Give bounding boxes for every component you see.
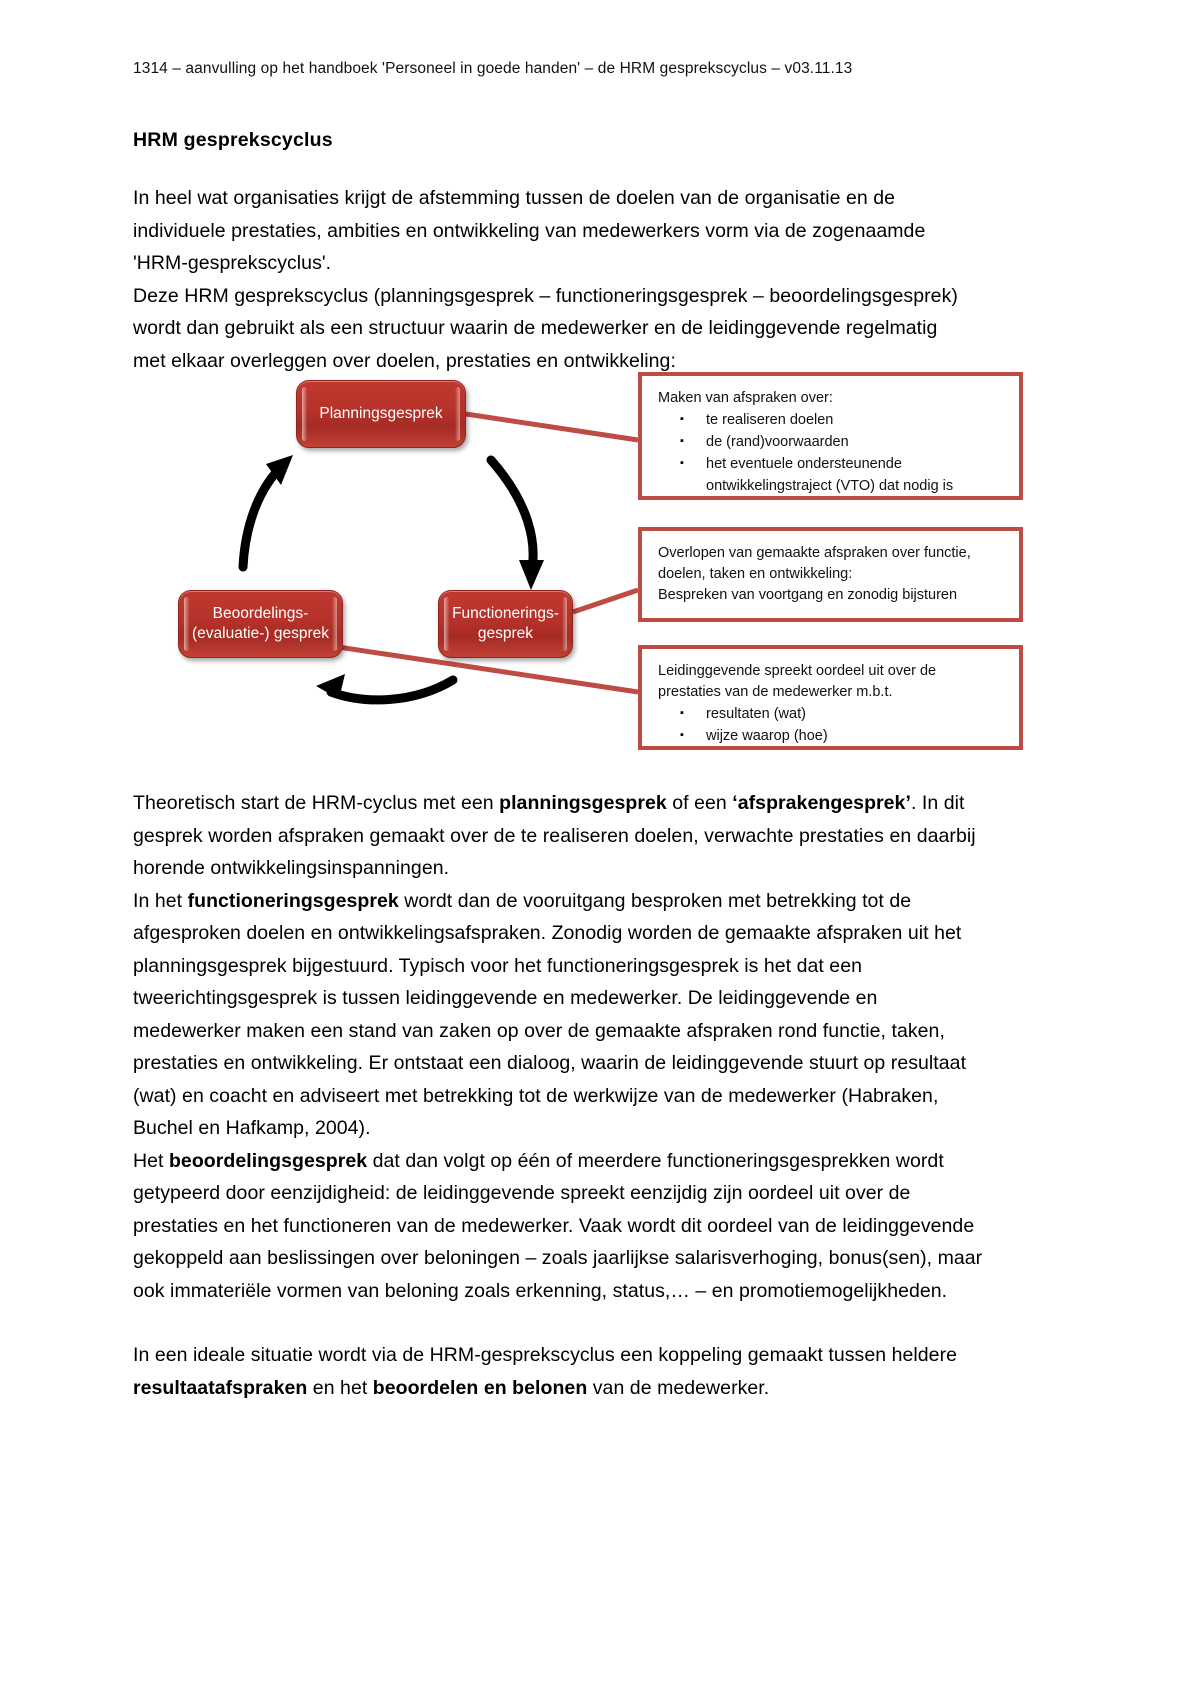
- intro-paragraph-2: Deze HRM gesprekscyclus (planningsgesprek – functioneringsgesprek – beoordelingsgesprek) wordt dan gebruikt als een structuur waarin de medewerker en de leidinggevende regelmatig met elkaar overleggen over doelen, prestaties en ontwikkeling:: [133, 284, 958, 372]
- body-paragraph-2: [133, 885, 988, 1145]
- node-label-line-1: Beoordelings-: [212, 605, 309, 622]
- callout-line-2: prestaties van de medewerker m.b.t.: [658, 684, 893, 700]
- intro-section: [133, 182, 963, 377]
- node-label-functioneringsgesprek: [452, 604, 559, 644]
- arrow-functionering-to-beoordeling: [331, 680, 453, 700]
- node-label-line-2: (evaluatie-) gesprek: [192, 625, 329, 642]
- arrowhead-left: [316, 674, 345, 699]
- callout-bullet-list: [658, 409, 1005, 497]
- callout-bullet-item: ▪ de (rand)voorwaarden: [658, 431, 1005, 453]
- body-p4-a: In een ideale situatie wordt via de HRM-gesprekscyclus een koppeling gemaakt tussen heldere: [133, 1344, 958, 1366]
- body-p4-bold-beoordelen-belonen: beoordelen en belonen: [372, 1376, 588, 1399]
- body-p4-c: en het: [307, 1376, 373, 1399]
- body-p2-c: wordt dan de vooruitgang besproken met betrekking tot de afgesproken doelen en ontwikkelingsafspraken. Zonodig worden de gemaakte afspraken uit het planningsgesprek bijgestuurd. Typisch voor het functioneringsgesprek is het dat een tweerichtingsgesprek is tussen leidinggevende en medewerker. De leidinggevende en medewerker maken een stand van zaken op over de gemaakte afspraken rond functie, taken, prestaties en ontwikkeling. Er ontstaat een dialoog, waarin de leidinggevende stuurt op resultaat (wat) en coacht en adviseert met betrekking tot de werkwijze van de medewerker (Habraken, Buchel en Hafkamp, 2004).: [133, 889, 967, 1139]
- callout-bullet-list: [658, 703, 1005, 747]
- diagram-node-functioneringsgesprek: [438, 590, 573, 658]
- body-paragraph-3: [133, 1145, 988, 1308]
- callout-planningsgesprek: [638, 372, 1023, 500]
- body-p1-e: . In dit gesprek worden afspraken gemaakt over de te realiseren doelen, verwachte prestaties en daarbij horende ontwikkelingsinspanningen.: [133, 792, 976, 879]
- connector-functionering: [573, 590, 638, 612]
- page-title: HRM gesprekscyclus: [133, 129, 333, 151]
- body-paragraph-4: [133, 1339, 988, 1404]
- node-label-line-1: Functionerings-: [452, 605, 559, 622]
- body-p4-e: van de medewerker.: [587, 1376, 770, 1399]
- body-p1-bold-planningsgesprek: planningsgesprek: [499, 792, 667, 814]
- running-head: 1314 – aanvulling op het handboek 'Personeel in goede handen' – de HRM gesprekscyclus – v03.11.13: [133, 60, 853, 77]
- callout-functioneringsgesprek: [638, 527, 1023, 622]
- arrow-planning-to-functionering: [491, 460, 533, 574]
- body-p3-c: dat dan volgt op één of meerdere functioneringsgesprekken wordt getypeerd door eenzijdigheid: de leidinggevende spreekt eenzijdig zijn oordeel uit over de prestaties en het functioneren van de medewerker. Vaak wordt dit oordeel van de leidinggevende gekoppeld aan beslissingen over beloningen – zoals jaarlijkse salarisverhoging, bonus(sen), maar ook immateriële vormen van beloning zoals erkenning, status,… – en promotiemogelijkheden.: [133, 1149, 983, 1302]
- callout-bullet-item: ▪ resultaten (wat): [658, 703, 1005, 725]
- body-p2-bold-functioneringsgesprek: functioneringsgesprek: [187, 889, 399, 912]
- body-p1-c: of een: [666, 792, 733, 814]
- hrm-cycle-diagram: [133, 362, 1033, 762]
- diagram-node-beoordelingsgesprek: [178, 590, 343, 658]
- arrowhead-down: [519, 560, 544, 590]
- callout-beoordelingsgesprek: [638, 645, 1023, 750]
- body-paragraph-1: [133, 787, 988, 885]
- paragraph-spacer: [133, 1307, 988, 1339]
- callout-bullet-text: het eventuele ondersteunende: [706, 456, 902, 472]
- connector-planning: [466, 414, 638, 440]
- node-label-beoordelingsgesprek: [192, 604, 329, 644]
- callout-line-1: Overlopen van gemaakte afspraken over functie,: [658, 545, 971, 561]
- callout-line-2: doelen, taken en ontwikkeling:: [658, 566, 853, 582]
- body-p4-bold-resultaatafspraken: resultaatafspraken: [133, 1376, 308, 1399]
- callout-bullet-item: ▪ te realiseren doelen: [658, 409, 1005, 431]
- body-p1-bold-afsprakengesprek: ‘afsprakengesprek’: [732, 792, 911, 814]
- body-p2-a: In het: [133, 889, 188, 912]
- callout-bullet-continuation: ontwikkelingstraject (VTO) dat nodig is: [706, 478, 954, 494]
- callout-intro: Maken van afspraken over:: [658, 390, 833, 406]
- body-section: [133, 787, 988, 1404]
- body-p3-a: Het: [133, 1149, 169, 1172]
- body-p1-a: Theoretisch start de HRM-cyclus met een: [133, 792, 500, 814]
- arrow-beoordeling-to-planning: [243, 467, 281, 567]
- callout-bullet-item: ▪ wijze waarop (hoe): [658, 725, 1005, 747]
- callout-line-1: Leidinggevende spreekt oordeel uit over de: [658, 663, 937, 679]
- body-p3-bold-beoordelingsgesprek: beoordelingsgesprek: [168, 1149, 368, 1172]
- callout-line-3: Bespreken van voortgang en zonodig bijsturen: [658, 587, 958, 603]
- arrowhead-up: [266, 455, 293, 485]
- node-label-line-2: gesprek: [477, 625, 534, 642]
- node-label-planningsgesprek: Planningsgesprek: [319, 405, 443, 422]
- diagram-node-planningsgesprek: [296, 380, 466, 448]
- callout-bullet-item: [658, 453, 1005, 497]
- intro-paragraph-1: In heel wat organisaties krijgt de afstemming tussen de doelen van de organisatie en de individuele prestaties, ambities en ontwikkeling van medewerkers vorm via de zogenaamde 'HRM-gesprekscyclus'.: [133, 187, 926, 274]
